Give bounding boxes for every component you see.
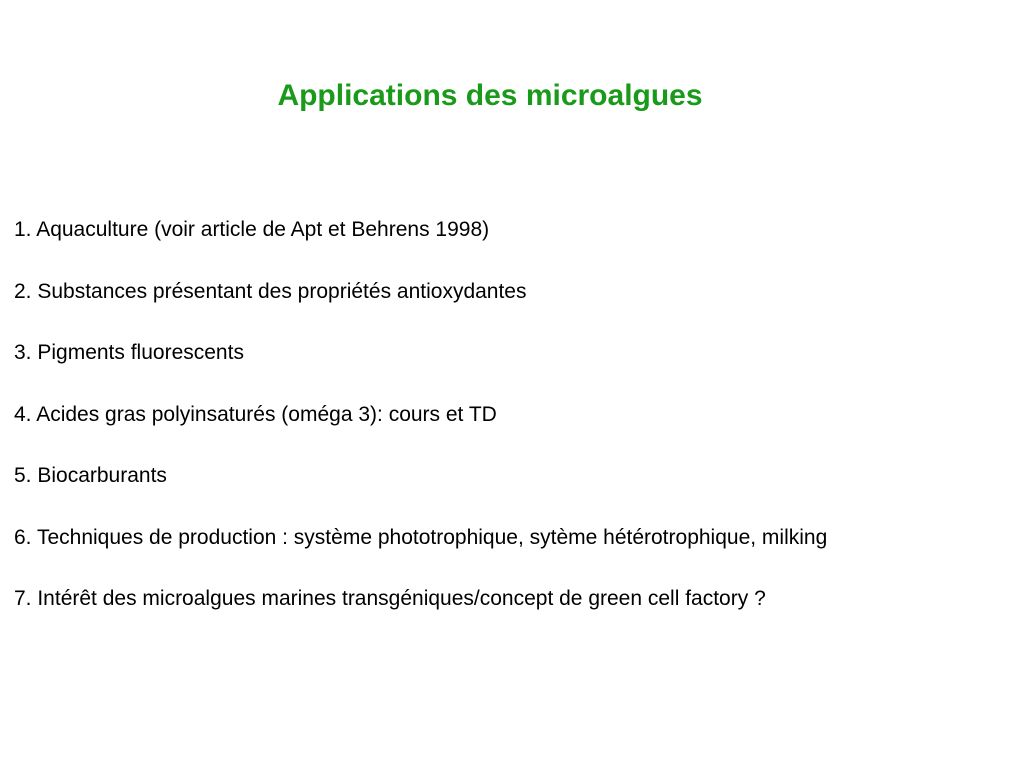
list-item: 7. Intérêt des microalgues marines transgéniques/concept de green cell factory ? (14, 587, 766, 610)
list-item: 4. Acides gras polyinsaturés (oméga 3): cours et TD (14, 402, 497, 426)
item-list (14, 214, 1020, 645)
list-item: 6. Techniques de production : système phototrophique, sytème hétérotrophique, milking (14, 525, 828, 549)
list-item: 5. Biocarburants (14, 464, 167, 487)
slide-title: Applications des microalgues (277, 79, 703, 112)
list-item: 2. Substances présentant des propriétés antioxydantes (14, 279, 527, 303)
list-item: 1. Aquaculture (voir article de Apt et Behrens 1998) (14, 218, 490, 241)
list-item: 3. Pigments fluorescents (14, 341, 244, 364)
